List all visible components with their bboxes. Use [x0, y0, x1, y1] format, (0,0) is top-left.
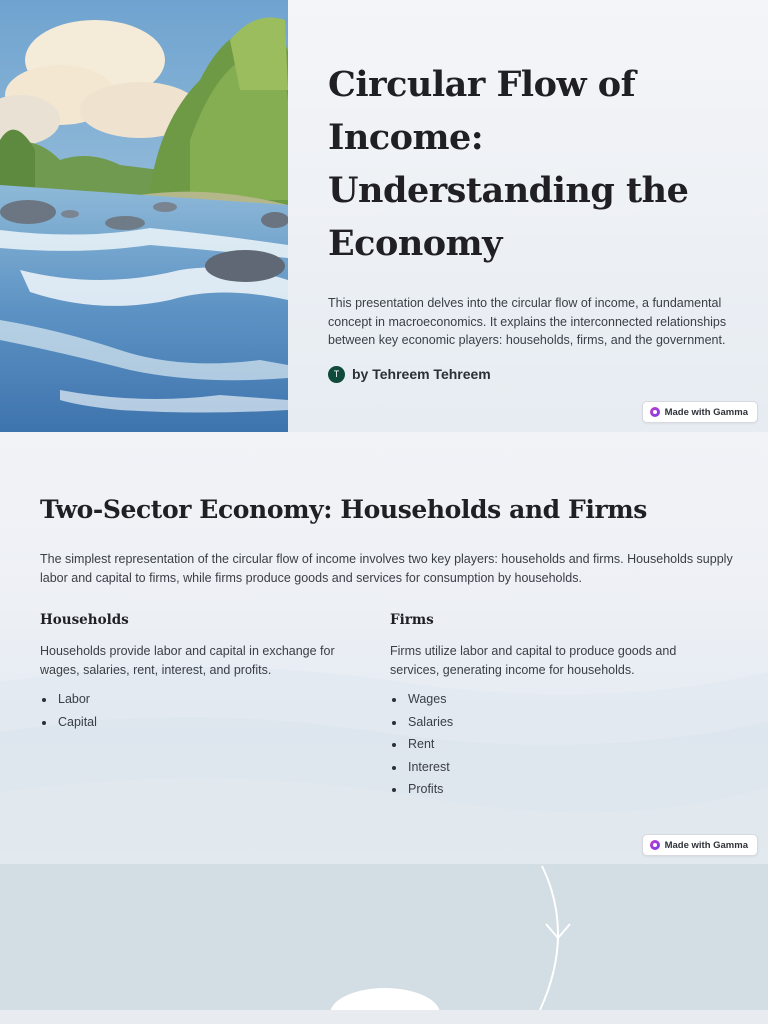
made-with-gamma-badge[interactable]: [642, 401, 758, 423]
title-slide: [0, 0, 768, 432]
badge-label: Made with Gamma: [664, 839, 748, 851]
slide-title: Two-Sector Economy: Households and Firms: [40, 495, 647, 524]
list-item: Capital: [40, 711, 390, 734]
slide-intro: The simplest representation of the circular flow of income involves two key players: households and firms. Households supply labor and capital to firms, while firms produce goods and services for consumption by households.: [40, 552, 733, 585]
list-item: Rent: [390, 733, 740, 756]
badge-label: Made with Gamma: [664, 406, 748, 418]
households-list: [40, 688, 390, 733]
river-landscape-image: [0, 0, 288, 432]
presentation-description: This presentation delves into the circular flow of income, a fundamental concept in macroeconomics. It explains the interconnected relationships between key economic players: households, firms, and the government.: [328, 296, 727, 347]
column-text: Firms utilize labor and capital to produce goods and services, generating income for households.: [390, 644, 677, 677]
list-item: Salaries: [390, 711, 740, 734]
circular-flow-diagram: [0, 864, 768, 1010]
gamma-logo-icon: [650, 840, 660, 850]
author-name: by Tehreem Tehreem: [352, 366, 491, 382]
column-heading: Firms: [390, 612, 434, 628]
column-text: Households provide labor and capital in exchange for wages, salaries, rent, interest, and profits.: [40, 644, 335, 677]
list-item: Profits: [390, 778, 740, 801]
avatar: T: [328, 366, 345, 383]
firms-column: [390, 612, 740, 801]
author-line: [328, 366, 738, 383]
slide-header: [40, 494, 740, 588]
presentation-title: Circular Flow of Income: Understanding the Economy: [328, 64, 689, 264]
column-heading: Households: [40, 612, 129, 628]
columns: [40, 612, 740, 801]
list-item: Interest: [390, 756, 740, 779]
circular-flow-slide-preview: [0, 864, 768, 1010]
gamma-logo-icon: [650, 407, 660, 417]
page-footer-strip: [0, 1010, 768, 1024]
households-column: [40, 612, 390, 801]
list-item: Labor: [40, 688, 390, 711]
firms-list: [390, 688, 740, 801]
list-item: Wages: [390, 688, 740, 711]
two-sector-slide: [0, 432, 768, 864]
made-with-gamma-badge[interactable]: [642, 834, 758, 856]
title-block: [328, 58, 738, 383]
